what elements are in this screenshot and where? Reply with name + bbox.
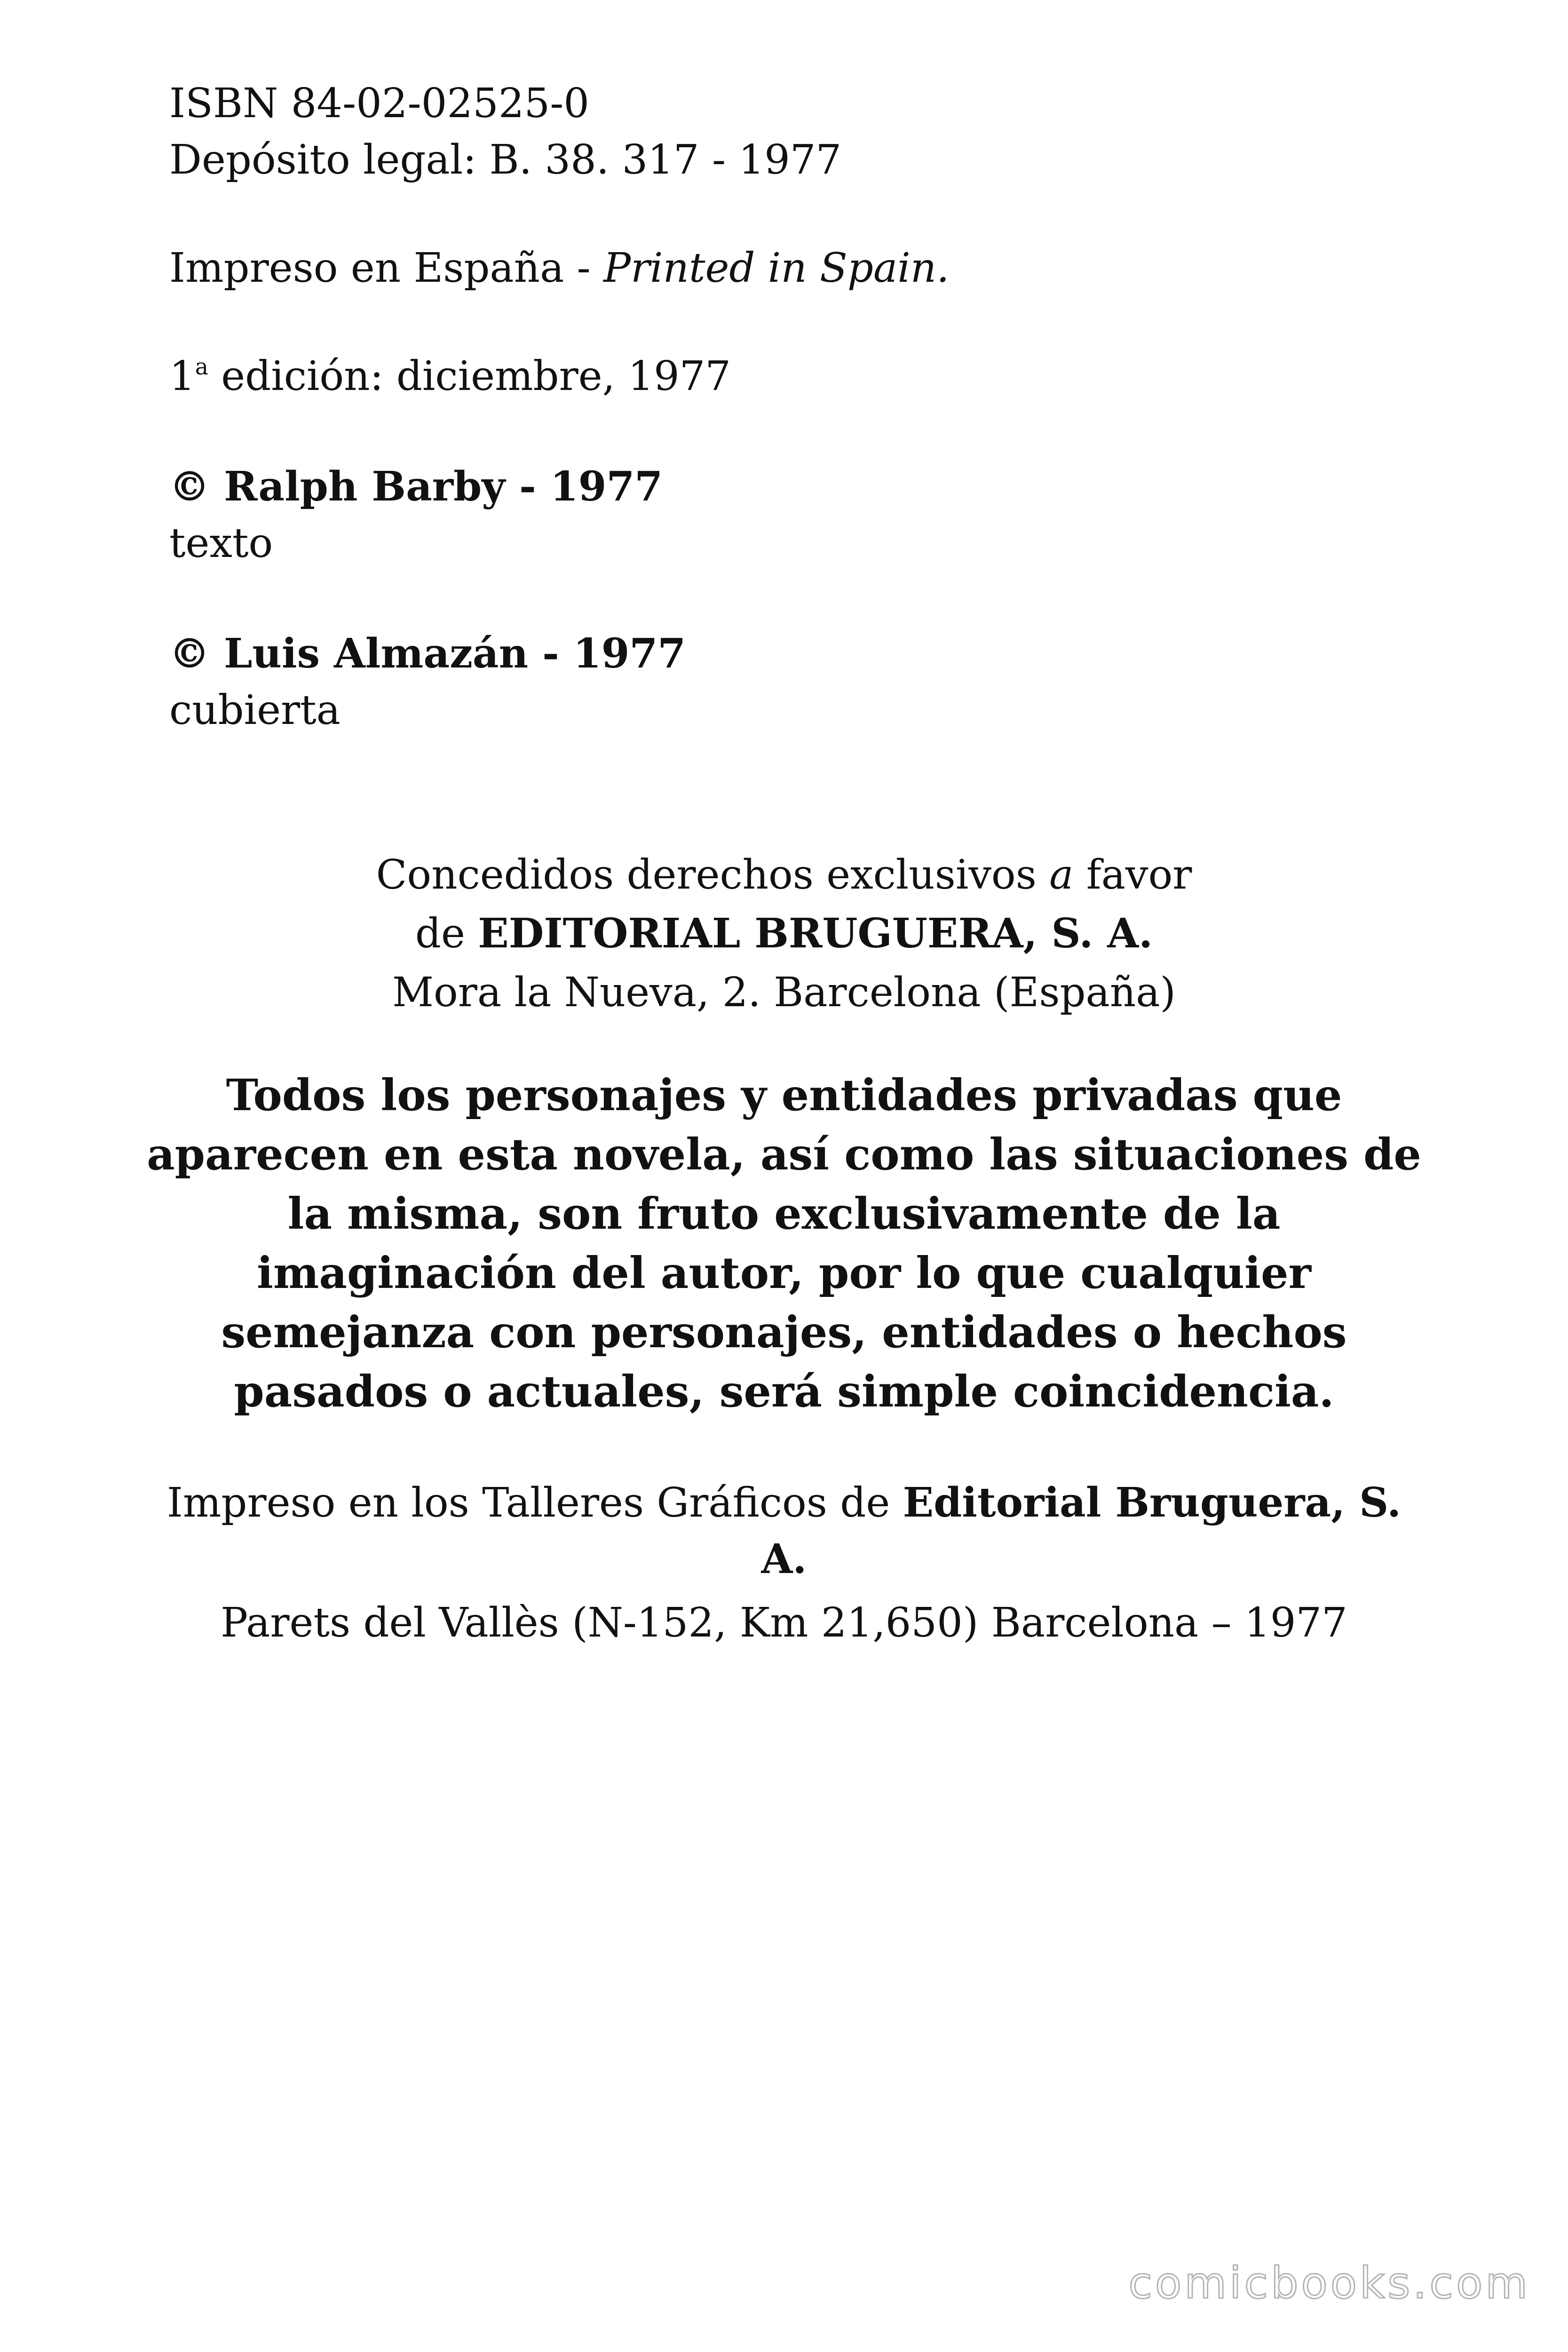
publisher-address: Mora la Nueva, 2. Barcelona (España) xyxy=(392,969,1176,1016)
printer-name: Editorial Bruguera, S. xyxy=(903,1479,1402,1526)
printed-in-spanish: Impreso en España - xyxy=(169,245,604,292)
edition-ordinal: a xyxy=(195,354,208,380)
printed-in-english: Printed in Spain. xyxy=(603,245,950,292)
edition-number: 1 xyxy=(169,353,195,400)
rights-text: Concedidos derechos exclusivos xyxy=(376,851,1050,898)
rights-line-2 xyxy=(0,906,1568,962)
cover-copyright: © Luis Almazán - 1977 xyxy=(169,630,686,677)
edition-line xyxy=(169,348,731,405)
watermark-logo: comicbooks.com xyxy=(1128,2258,1530,2308)
rights-prefix: de xyxy=(415,910,478,957)
printer-line-1 xyxy=(0,1475,1568,1531)
rights-line-1 xyxy=(0,847,1568,903)
deposito-legal-line: Depósito legal: B. 38. 317 - 1977 xyxy=(169,136,842,183)
cover-copyright-role: cubierta xyxy=(169,687,341,734)
fiction-disclaimer: Todos los personajes y entidades privadas que aparecen en esta novela, así como las situaciones de la misma, son fruto exclusivamente de la imaginación del autor, por lo que cualquier semejanza con personajes, entidades o hechos pasados o actuales, será simple coincidencia. xyxy=(147,1070,1421,1417)
printed-in-line xyxy=(169,240,950,296)
isbn-line: ISBN 84-02-02525-0 xyxy=(169,80,590,127)
text-copyright-role: texto xyxy=(169,520,273,567)
text-copyright: © Ralph Barby - 1977 xyxy=(169,463,663,510)
edition-date: edición: diciembre, 1977 xyxy=(208,353,731,400)
printer-line-2: A. xyxy=(761,1535,807,1583)
rights-text-end: favor xyxy=(1073,851,1192,898)
printer-address: Parets del Vallès (N-152, Km 21,650) Barcelona – 1977 xyxy=(221,1599,1347,1646)
rights-italic: a xyxy=(1049,851,1074,898)
printer-text: Impreso en los Talleres Gráficos de xyxy=(166,1479,903,1526)
publisher-name: EDITORIAL BRUGUERA, S. A. xyxy=(478,910,1153,957)
